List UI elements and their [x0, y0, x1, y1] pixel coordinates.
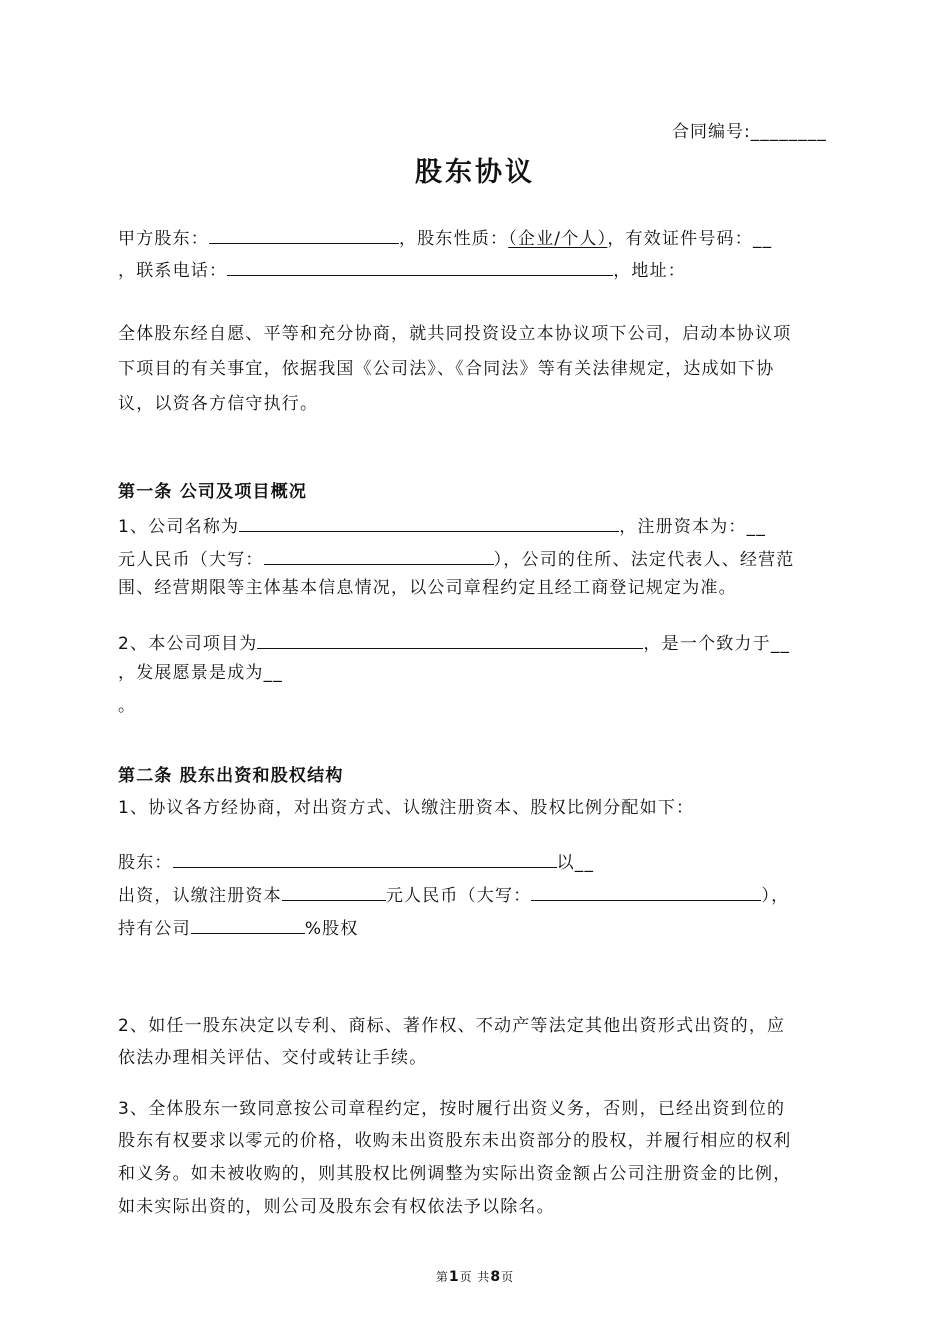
article1-p1-line1: [118, 512, 766, 538]
phone-blank[interactable]: [227, 256, 613, 276]
contract-number: 合同编号:________: [672, 122, 827, 142]
article2-p1: 1、协议各方经协商，对出资方式、认缴注册资本、股权比例分配如下：: [118, 798, 695, 818]
document-title: 股东协议: [415, 157, 535, 188]
party-line-2: [118, 256, 686, 282]
company-name-label: 1、公司名称为: [118, 517, 240, 537]
footer-page-number: 1: [448, 1269, 460, 1285]
subscribed-capital-label: 出资，认缴注册资本: [118, 886, 282, 906]
address-label: ，地址：: [613, 261, 687, 281]
rmb-label: 元人民币（大写：: [118, 550, 264, 570]
article1-heading: 第一条 公司及项目概况: [118, 482, 308, 502]
shareholder-blank[interactable]: [173, 848, 557, 868]
article1-p2-line3: 。: [118, 696, 137, 716]
intro-line-3: 议，以资各方信守执行。: [118, 394, 319, 414]
article2-p2-line1: 2、如任一股东决定以专利、商标、著作权、不动产等法定其他出资形式出资的，应: [118, 1016, 786, 1036]
article2-p3-line1: 3、全体股东一致同意按公司章程约定，按时履行出资义务，否则，已经出资到位的: [118, 1099, 786, 1119]
rmb-words-label: 元人民币（大写：: [385, 886, 532, 906]
equity-percent-blank[interactable]: [191, 914, 305, 934]
party-name-blank[interactable]: [209, 224, 399, 244]
footer-suffix: 页: [501, 1270, 515, 1284]
subscribed-capital-blank[interactable]: [282, 881, 386, 901]
shareholder-line-2: [118, 881, 789, 907]
party-type-label: ，股东性质：: [399, 229, 509, 249]
shareholder-line-1: [118, 848, 594, 874]
committed-label: ，是一个致力于__: [643, 634, 791, 654]
article2-p2-line2: 依法办理相关评估、交付或转让手续。: [118, 1048, 428, 1068]
article2-heading: 第二条 股东出资和股权结构: [118, 766, 344, 786]
holding-label: 持有公司: [118, 919, 191, 939]
footer-mid: 页 共: [459, 1270, 491, 1284]
party-type-value: （企业/个人）: [508, 229, 608, 249]
article1-p1-line2: [118, 545, 795, 571]
equity-label: %股权: [304, 919, 359, 939]
project-blank[interactable]: [257, 629, 643, 649]
party-label: 甲方股东：: [118, 229, 209, 249]
close-paren: ），: [761, 886, 790, 906]
article1-p1-text: ），公司的住所、法定代表人、经营范: [493, 550, 795, 570]
contribution-by-label: 以__: [556, 853, 595, 873]
capital-words-blank[interactable]: [264, 545, 494, 565]
phone-label: ，联系电话：: [118, 261, 228, 281]
project-label: 2、本公司项目为: [118, 634, 258, 654]
article2-p3-line2: 股东有权要求以零元的价格，收购未出资股东未出资部分的股权，并履行相应的权利: [118, 1131, 792, 1151]
article2-p3-line4: 如未实际出资的，则公司及股东会有权依法予以除名。: [118, 1197, 555, 1217]
party-line-1: [118, 224, 772, 250]
id-number-label: ，有效证件号码：__: [607, 229, 773, 249]
article2-p3-line3: 和义务。如未被收购的，则其股权比例调整为实际出资金额占公司注册资金的比例，: [118, 1164, 792, 1184]
page-footer: [0, 1268, 950, 1285]
registered-capital-label: ，注册资本为：__: [619, 517, 767, 537]
footer-prefix: 第: [435, 1270, 449, 1284]
intro-line-2: 下项目的有关事宜，依据我国《公司法》、《合同法》等有关法律规定，达成如下协: [118, 359, 775, 379]
article1-p2-line2: ，发展愿景是成为__: [118, 663, 283, 683]
intro-line-1: 全体股东经自愿、平等和充分协商，就共同投资设立本协议项下公司，启动本协议项: [118, 324, 792, 344]
shareholder-line-3: [118, 914, 359, 940]
article1-p2-line1: [118, 629, 790, 655]
footer-total-pages: 8: [490, 1269, 502, 1285]
article1-p1-line3: 围、经营期限等主体基本信息情况，以公司章程约定且经工商登记规定为准。: [118, 578, 737, 598]
subscribed-words-blank[interactable]: [531, 881, 761, 901]
shareholder-label: 股东：: [118, 853, 173, 873]
company-name-blank[interactable]: [239, 512, 619, 532]
